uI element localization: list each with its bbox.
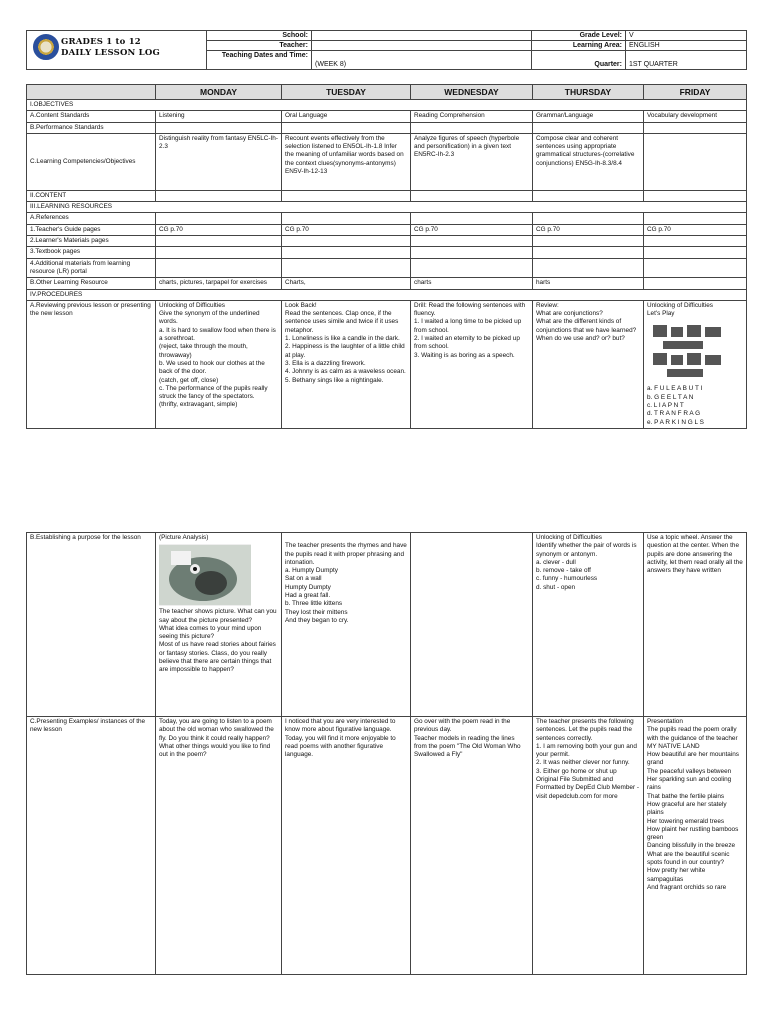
header-table [26,30,747,70]
proc-c-label: C.Presenting Examples/ instances of the new lesson [27,717,156,975]
procedures-heading: IV.PROCEDURES [27,289,747,300]
proc-a-tue: Look Back! Read the sentences. Clap once, if the sentence uses simile and twice if it uses metaphor. 1. Loneliness is like a candle in the dark. 2. Happiness is the laughter of a little child at play. 3. Ella is a dazzling firework. 4. Johnny is as calm as a waveless ocean. 5. Bethany sings like a nightingale. [282,300,411,428]
lesson-table-part2 [26,532,747,975]
content-standards-tue: Oral Language [282,111,411,122]
content-standards-fri: Vocabulary development [644,111,747,122]
fantasy-picture-image [159,544,251,606]
proc-b-wed [411,533,533,717]
proc-a-wed: Drill: Read the following sentences with fluency. 1. I waited a long time to be picked up from school. 2. I waited an eternity to be picked up from school. 3. Waiting is as boring as a speech. [411,300,533,428]
content-standards-label: A.Content Standards [27,111,156,122]
proc-a-fri [644,300,747,428]
teacher-label: Teacher: [207,41,312,51]
teacher-value [312,41,532,51]
day-thursday: THURSDAY [533,85,644,100]
school-label: School: [207,31,312,41]
other-resources-mon: charts, pictures, tarpapel for exercises [156,278,282,289]
competencies-thu: Compose clear and coherent sentences using appropriate grammatical structures-(correlative conjunctions) EN5G-Ih-8.3/8.4 [533,133,644,190]
resources-heading: III.LEARNING RESOURCES [27,202,747,213]
proc-a-fri-intro: Unlocking of Difficulties Let's Play [647,301,713,318]
objectives-heading: I.OBJECTIVES [27,100,747,111]
content-standards-wed: Reading Comprehension [411,111,533,122]
school-value [312,31,532,41]
proc-c-fri: Presentation The pupils read the poem orally with the guidance of the teacher MY NATIVE LAND How beautiful are her mountains grand The peaceful valleys between Her sparkling sun and cooling rains That bathe the fertile plains How graceful are her stately plains Her towering emerald trees How plaint her rustling bamboos green Dancing blissfully in the breeze What are the beautiful scenic spots found in our country? How pretty her white sampaguitas And fragrant orchids so rare [644,717,747,975]
corner-cell [27,85,156,100]
proc-a-label: A.Reviewing previous lesson or presenting the new lesson [27,300,156,428]
dates-value: (WEEK 8) [312,51,532,70]
competencies-tue: Recount events effectively from the selection listened to EN5OL-Ih-1.8 Infer the meaning of unfamiliar words based on the context clues(synonyms-antonyms) EN5V-Ih-12-13 [282,133,411,190]
other-resources-label: B.Other Learning Resource [27,278,156,289]
content-standards-thu: Grammar/Language [533,111,644,122]
tg-pages-fri: CG p.70 [644,224,747,235]
proc-b-label: B.Establishing a purpose for the lesson [27,533,156,717]
tg-pages-wed: CG p.70 [411,224,533,235]
area-value: ENGLISH [626,41,747,51]
quarter-value: 1ST QUARTER [626,51,747,70]
other-resources-thu: harts [533,278,644,289]
proc-c-mon: Today, you are going to listen to a poem about the old woman who swallowed the fly. Do you think it could really happen? What other things would you like to find out in the poem? [156,717,282,975]
content-heading: II.CONTENT [27,190,156,201]
lm-pages-label: 2.Learner's Materials pages [27,236,156,247]
quarter-label: Quarter: [532,51,626,70]
area-label: Learning Area: [532,41,626,51]
proc-b-mon-intro: (Picture Analysis) [159,534,209,541]
proc-a-thu: Review: What are conjunctions? What are the different kinds of conjunctions that we have learned? When do we use and? or? but? [533,300,644,428]
tg-pages-mon: CG p.70 [156,224,282,235]
proc-b-thu: Unlocking of Difficulties Identify whether the pair of words is synonym or antonym. a. clever - dull b. remove - take off c. funny - humourless d. shut - open [533,533,644,717]
competencies-wed: Analyze figures of speech (hyperbole and personification) in a given text EN5RC-Ih-2.3 [411,133,533,190]
deped-seal-icon [33,34,59,60]
logo-block [27,31,207,70]
day-tuesday: TUESDAY [282,85,411,100]
performance-standards-label: B.Performance Standards [27,122,156,133]
references-label: A.References [27,213,156,224]
other-resources-tue: Charts, [282,278,411,289]
proc-a-mon: Unlocking of Difficulties Give the synonym of the underlined words. a. It is hard to swallow food when there is a sorethroat. (reject, take through the mouth, throwaway) b. We used to hook our clothes at the back of the door. (catch, get off, close) c. The performance of the pupils really struck the fancy of the spectators. (thrifty, extravagant, simple) [156,300,282,428]
tg-pages-thu: CG p.70 [533,224,644,235]
proc-a-fri-items: a. F U L E A B U T I b. G E E L T A N c. L I A P N T d. T R A N F R A G e. P A R K I N G L S [647,385,704,426]
proc-c-wed: Go over with the poem read in the previous day. Teacher models in reading the lines from the poem "The Old Woman Who Swallowed a Fly" [411,717,533,975]
proc-b-tue: The teacher presents the rhymes and have the pupils read it with proper phrasing and intonation. a. Humpty Dumpty Sat on a wall Humpty Dumpty Had a great fall. b. Three little kittens They lost their mittens And they began to cry. [282,533,411,717]
tg-pages-tue: CG p.70 [282,224,411,235]
proc-b-fri: Use a topic wheel. Answer the question at the center. When the pupils are done answering the activity, let them read orally all the answers they have written [644,533,747,717]
scrambled-words-game-image [649,321,727,381]
additional-materials-label: 4.Additional materials from learning resource (LR) portal [27,258,156,278]
grade-label: Grade Level: [532,31,626,41]
other-resources-fri [644,278,747,289]
day-friday: FRIDAY [644,85,747,100]
lesson-table-part1 [26,84,747,429]
proc-b-mon-text: The teacher shows picture. What can you say about the picture presented? What idea comes to your mind upon seeing this picture? Most of us have read stories about fairies or fantasy stories. Class, do you really believe that there are certain things that are impossible to happen? [159,608,277,674]
proc-b-mon [156,533,282,717]
tg-pages-label: 1.Teacher's Guide pages [27,224,156,235]
competencies-fri [644,133,747,190]
grade-value: V [626,31,747,41]
day-monday: MONDAY [156,85,282,100]
textbook-pages-label: 3.Textbook pages [27,247,156,258]
day-wednesday: WEDNESDAY [411,85,533,100]
competencies-mon: Distinguish reality from fantasy EN5LC-Ih-2.3 [156,133,282,190]
other-resources-wed: charts [411,278,533,289]
competencies-label: C.Learning Competencies/Objectives [27,133,156,190]
proc-c-thu: The teacher presents the following sentences. Let the pupils read the sentences correctly. 1. I am removing both your gun and your permit. 2. It was neither clever nor funny. 3. Either go home or shut up Original File Submitted and Formatted by DepEd Club Member - visit depedclub.com for more [533,717,644,975]
content-standards-mon: Listening [156,111,282,122]
proc-c-tue: I noticed that you are very interested to know more about figurative language. Today, you will find it more enjoyable to read poems with another figurative language. [282,717,411,975]
doc-title: GRADES 1 to 12 DAILY LESSON LOG [61,37,160,58]
dates-label: Teaching Dates and Time: [207,51,312,70]
